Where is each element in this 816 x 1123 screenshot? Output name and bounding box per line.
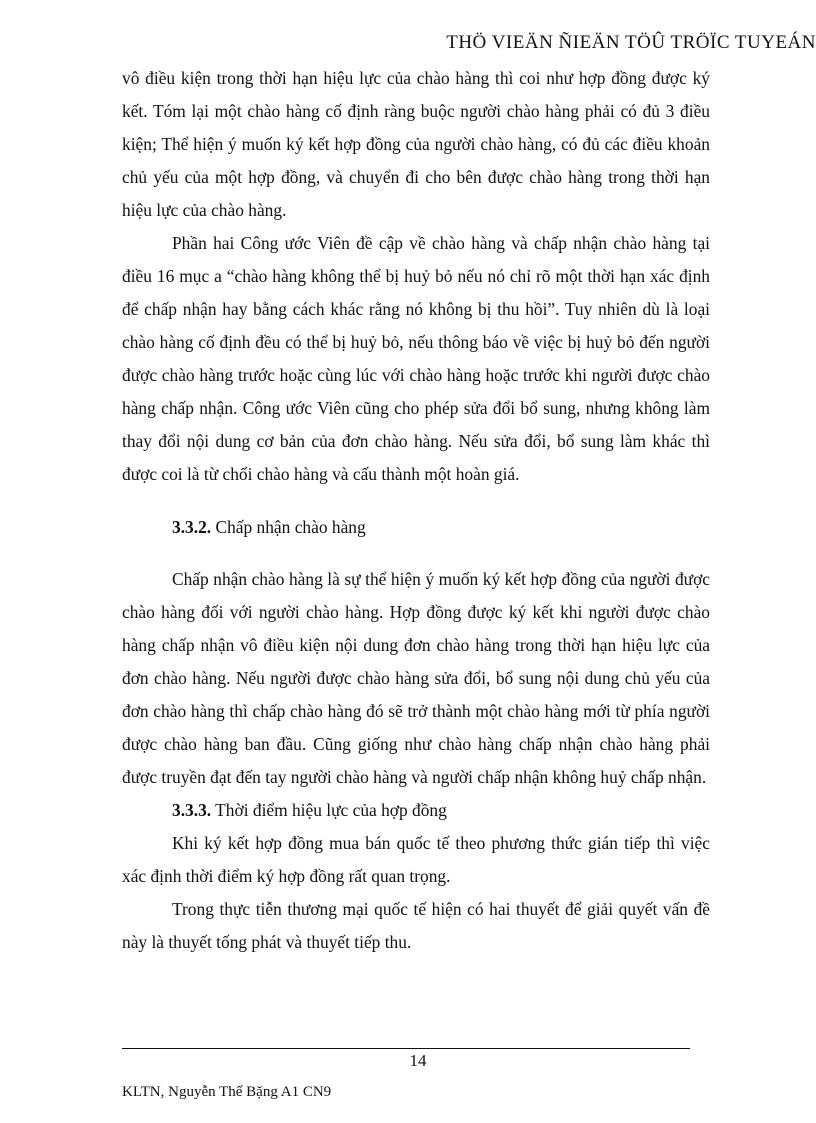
section-number: 3.3.2. [172, 517, 212, 537]
footer-author: KLTN, Nguyễn Thế Bặng A1 CN9 [122, 1084, 332, 1100]
header-watermark: THÖ VIEÄN ÑIEÄN TÖÛ TRÖÏC TUYEÁN [446, 32, 816, 53]
page-number: 14 [409, 1051, 427, 1070]
paragraph-5: Trong thực tiễn thương mại quốc tế hiện có hai thuyết để giải quyết vấn đề này là thuyết tống phát và thuyết tiếp thu. [122, 899, 710, 952]
paragraph-2: Phần hai Công ước Viên đề cập về chào hàng và chấp nhận chào hàng tại điều 16 mục a “chào hàng không thể bị huỷ bỏ nếu nó chỉ rõ một thời hạn xác định để chấp nhận hay bằng cách khác rằng nó không bị thu hồi”. Tuy nhiên dù là loại chào hàng cố định đều có thể bị huỷ bỏ, nếu thông báo về việc bị huỷ bỏ đến người được chào hàng trước hoặc cùng lúc với chào hàng hoặc trước khi người được chào hàng chấp nhận. Công ước Viên cũng cho phép sửa đổi bổ sung, nhưng không làm thay đổi nội dung cơ bản của đơn chào hàng. Nếu sửa đổi, bổ sung làm khác thì được coi là từ chối chào hàng và cấu thành một hoàn giá. [122, 233, 710, 484]
section-heading-3-3-3 [122, 794, 710, 827]
section-heading-3-3-2 [122, 511, 710, 544]
section-number: 3.3.3. [172, 800, 212, 820]
section-title: Thời điểm hiệu lực của hợp đồng [211, 800, 447, 820]
page-body [122, 62, 710, 959]
paragraph-3: Chấp nhận chào hàng là sự thể hiện ý muốn ký kết hợp đồng của người được chào hàng đối với người chào hàng. Hợp đồng được ký kết khi người được chào hàng chấp nhận vô điều kiện nội dung đơn chào hàng trong thời hạn hiệu lực của đơn chào hàng. Nếu người được chào hàng sửa đổi, bổ sung nội dung chủ yếu của đơn chào hàng thì chấp chào hàng đó sẽ trở thành một chào hàng mới từ phía người được chào hàng ban đầu. Cũng giống như chào hàng chấp nhận chào hàng phải được truyền đạt đến tay người chào hàng và người chấp nhận không huỷ chấp nhận. [122, 569, 710, 787]
section-title: Chấp nhận chào hàng [211, 517, 366, 537]
paragraph-1: vô điều kiện trong thời hạn hiệu lực của chào hàng thì coi như hợp đồng được ký kết. Tóm lại một chào hàng cố định ràng buộc người chào hàng phải có đủ 3 điều kiện; Thể hiện ý muốn ký kết hợp đồng của người chào hàng, có đủ các điều khoản chủ yếu của một hợp đồng, và chuyển đi cho bên được chào hàng trong thời hạn hiệu lực của chào hàng. [122, 68, 710, 220]
footer-divider [122, 1048, 690, 1049]
paragraph-4: Khi ký kết hợp đồng mua bán quốc tế theo phương thức gián tiếp thì việc xác định thời điểm ký hợp đồng rất quan trọng. [122, 833, 710, 886]
